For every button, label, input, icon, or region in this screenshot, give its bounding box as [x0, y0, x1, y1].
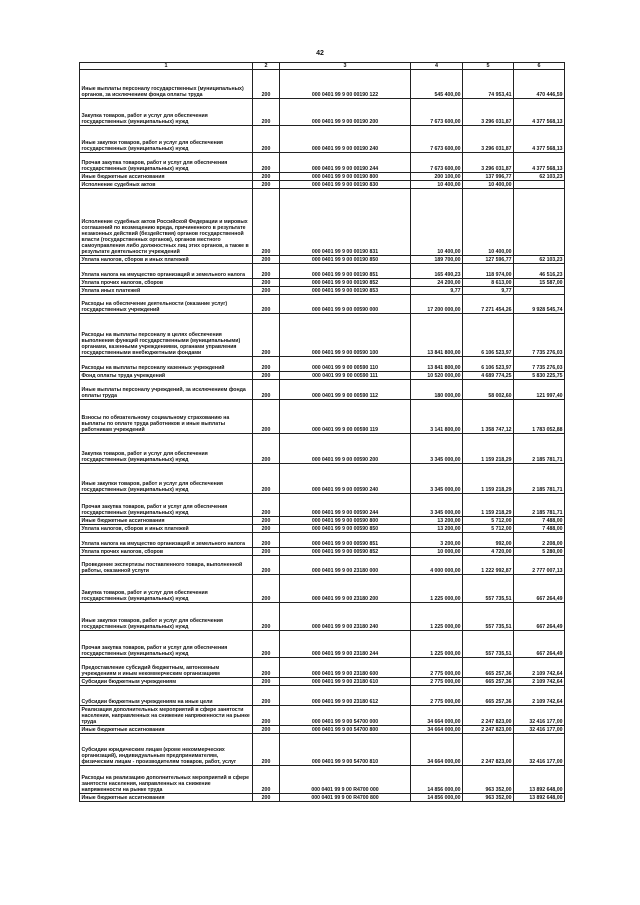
cell-executed: 1 159 218,29 [463, 494, 514, 517]
cell-name: Уплата прочих налогов, сборов [80, 548, 253, 556]
cell-unexecuted: 667 264,49 [514, 631, 565, 658]
cell-unexecuted: 4 377 568,13 [514, 153, 565, 173]
cell-name: Закупка товаров, работ и услуг для обеспечения государственных (муниципальных) нужд [80, 434, 253, 464]
table-row [80, 533, 565, 548]
table-row [80, 295, 565, 314]
cell-line-code: 200 [253, 314, 280, 357]
cell-executed: 5 712,00 [463, 525, 514, 533]
table-header-row [80, 63, 565, 70]
cell-approved: 4 000 000,00 [411, 556, 463, 575]
cell-name: Уплата налогов, сборов и иных платежей [80, 256, 253, 264]
cell-name: Предоставление субсидий бюджетным, автономным учреждениям и иным некоммерческим организациям [80, 658, 253, 678]
cell-name: Уплата прочих налогов, сборов [80, 279, 253, 287]
cell-approved: 3 200,00 [411, 533, 463, 548]
cell-budget-code: 000 0401 99 9 00 00190 800 [280, 173, 411, 181]
cell-approved: 2 775 000,00 [411, 658, 463, 678]
cell-budget-code: 000 0401 99 9 00 00190 200 [280, 99, 411, 126]
cell-name: Расходы на выплаты персоналу в целях обеспечения выполнения функций государственными (муниципальными) органами, казенными учреждениями, органами управления государственными внебюджетными фондами [80, 314, 253, 357]
cell-name: Прочая закупка товаров, работ и услуг для обеспечения государственных (муниципальных) нужд [80, 631, 253, 658]
cell-executed: 9,77 [463, 287, 514, 295]
cell-budget-code: 000 0401 99 9 00 00590 111 [280, 372, 411, 380]
cell-executed: 7 271 454,26 [463, 295, 514, 314]
cell-line-code: 200 [253, 678, 280, 686]
cell-line-code: 200 [253, 357, 280, 372]
cell-unexecuted: 4 377 568,13 [514, 99, 565, 126]
cell-unexecuted: 2 109 742,64 [514, 686, 565, 706]
cell-approved: 545 400,00 [411, 70, 463, 99]
cell-line-code: 200 [253, 575, 280, 603]
cell-line-code: 200 [253, 189, 280, 256]
cell-name: Закупка товаров, работ и услуг для обеспечения государственных (муниципальных) нужд [80, 575, 253, 603]
cell-budget-code: 000 0401 99 9 00 00590 119 [280, 400, 411, 434]
cell-budget-code: 000 0401 99 9 00 00590 851 [280, 533, 411, 548]
table-row [80, 494, 565, 517]
cell-line-code: 200 [253, 279, 280, 287]
cell-budget-code: 000 0401 99 9 00 54700 000 [280, 706, 411, 726]
cell-approved: 3 345 000,00 [411, 434, 463, 464]
cell-unexecuted: 62 103,23 [514, 256, 565, 264]
cell-approved: 13 841 800,00 [411, 314, 463, 357]
cell-executed: 992,00 [463, 533, 514, 548]
cell-name: Взносы по обязательному социальному страхованию на выплаты по оплате труда работников и иные выплаты работникам учреждений [80, 400, 253, 434]
table-row [80, 734, 565, 766]
cell-name: Реализация дополнительных мероприятий в сфере занятости населения, направленных на снижение напряженности на рынке труда [80, 706, 253, 726]
cell-name: Иные выплаты персоналу учреждений, за исключением фонда оплаты труда [80, 380, 253, 400]
table-body [80, 70, 565, 802]
cell-name: Проведение экспертизы поставленного товара, выполненной работы, оказанной услуги [80, 556, 253, 575]
cell-budget-code: 000 0401 99 9 00 00190 853 [280, 287, 411, 295]
cell-budget-code: 000 0401 99 9 00 00190 830 [280, 181, 411, 189]
cell-line-code: 200 [253, 494, 280, 517]
cell-unexecuted: 2 185 781,71 [514, 494, 565, 517]
cell-unexecuted [514, 189, 565, 256]
cell-budget-code: 000 0401 99 9 00 R4700 800 [280, 794, 411, 802]
cell-name: Закупка товаров, работ и услуг для обеспечения государственных (муниципальных) нужд [80, 99, 253, 126]
cell-name: Уплата иных платежей [80, 287, 253, 295]
cell-executed: 557 735,51 [463, 603, 514, 631]
cell-budget-code: 000 0401 99 9 00 00190 852 [280, 279, 411, 287]
cell-name: Иные бюджетные ассигнования [80, 517, 253, 525]
cell-budget-code: 000 0401 99 9 00 00590 850 [280, 525, 411, 533]
header-col-5: 5 [463, 63, 514, 70]
header-col-1: 1 [80, 63, 253, 70]
cell-line-code: 200 [253, 556, 280, 575]
cell-unexecuted: 470 446,59 [514, 70, 565, 99]
cell-executed: 3 296 031,87 [463, 99, 514, 126]
cell-budget-code: 000 0401 99 9 00 00590 100 [280, 314, 411, 357]
cell-name: Прочая закупка товаров, работ и услуг для обеспечения государственных (муниципальных) нужд [80, 494, 253, 517]
cell-executed: 3 296 031,87 [463, 126, 514, 153]
cell-approved: 200 100,00 [411, 173, 463, 181]
table-row [80, 256, 565, 264]
cell-name: Фонд оплаты труда учреждений [80, 372, 253, 380]
table-row [80, 434, 565, 464]
table-row [80, 314, 565, 357]
cell-approved: 3 141 800,00 [411, 400, 463, 434]
cell-executed: 557 735,51 [463, 631, 514, 658]
cell-budget-code: 000 0401 99 9 00 00190 851 [280, 264, 411, 279]
cell-unexecuted: 5 830 225,75 [514, 372, 565, 380]
cell-unexecuted: 2 109 742,64 [514, 678, 565, 686]
cell-unexecuted: 2 208,00 [514, 533, 565, 548]
cell-approved: 1 225 000,00 [411, 575, 463, 603]
cell-unexecuted: 13 892 648,00 [514, 794, 565, 802]
cell-line-code: 200 [253, 766, 280, 794]
table-row [80, 464, 565, 494]
cell-executed: 3 296 031,87 [463, 153, 514, 173]
cell-executed: 665 257,36 [463, 678, 514, 686]
cell-executed: 8 613,00 [463, 279, 514, 287]
cell-name: Расходы на выплаты персоналу казенных учреждений [80, 357, 253, 372]
cell-line-code: 200 [253, 533, 280, 548]
table-row [80, 264, 565, 279]
cell-budget-code: 000 0401 99 9 00 R4700 000 [280, 766, 411, 794]
cell-executed: 10 400,00 [463, 189, 514, 256]
table-row [80, 400, 565, 434]
cell-unexecuted: 2 109 742,64 [514, 658, 565, 678]
cell-name: Субсидии бюджетным учреждениям [80, 678, 253, 686]
cell-executed: 963 352,00 [463, 794, 514, 802]
cell-approved: 7 673 600,00 [411, 99, 463, 126]
cell-line-code: 200 [253, 256, 280, 264]
cell-name: Прочая закупка товаров, работ и услуг для обеспечения государственных (муниципальных) нужд [80, 153, 253, 173]
cell-approved: 180 000,00 [411, 380, 463, 400]
cell-executed: 2 247 823,00 [463, 734, 514, 766]
cell-unexecuted: 667 264,49 [514, 603, 565, 631]
cell-approved: 189 700,00 [411, 256, 463, 264]
cell-unexecuted: 32 416 177,00 [514, 734, 565, 766]
cell-executed: 6 106 523,97 [463, 357, 514, 372]
table-row [80, 287, 565, 295]
header-col-4: 4 [411, 63, 463, 70]
budget-execution-table [79, 62, 565, 802]
table-row [80, 189, 565, 256]
cell-name: Исполнение судебных актов Российской Федерации и мировых соглашений по возмещению вреда, причиненного в результате незаконных действий (бездействия) органов государственной власти (государственных органов), органов местного самоуправления либо должностных лиц этих органов, а также в результате деятельности учреждений [80, 189, 253, 256]
cell-approved: 7 673 600,00 [411, 126, 463, 153]
cell-name: Иные бюджетные ассигнования [80, 173, 253, 181]
table-row [80, 70, 565, 99]
cell-executed: 1 358 747,12 [463, 400, 514, 434]
cell-line-code: 200 [253, 548, 280, 556]
cell-approved: 24 200,00 [411, 279, 463, 287]
cell-executed: 6 106 523,97 [463, 314, 514, 357]
cell-executed: 118 974,00 [463, 264, 514, 279]
cell-unexecuted: 9 928 545,74 [514, 295, 565, 314]
table-row [80, 658, 565, 678]
cell-line-code: 200 [253, 173, 280, 181]
cell-budget-code: 000 0401 99 9 00 00190 831 [280, 189, 411, 256]
cell-approved: 1 225 000,00 [411, 631, 463, 658]
cell-approved: 10 400,00 [411, 181, 463, 189]
table-row [80, 380, 565, 400]
cell-line-code: 200 [253, 295, 280, 314]
cell-line-code: 200 [253, 525, 280, 533]
cell-line-code: 200 [253, 400, 280, 434]
cell-line-code: 200 [253, 264, 280, 279]
table-row [80, 575, 565, 603]
cell-budget-code: 000 0401 99 9 00 23180 600 [280, 658, 411, 678]
cell-unexecuted: 667 264,49 [514, 575, 565, 603]
cell-unexecuted [514, 287, 565, 295]
cell-budget-code: 000 0401 99 9 00 00590 112 [280, 380, 411, 400]
cell-budget-code: 000 0401 99 9 00 23180 000 [280, 556, 411, 575]
cell-unexecuted: 13 892 648,00 [514, 766, 565, 794]
cell-line-code: 200 [253, 631, 280, 658]
cell-line-code: 200 [253, 99, 280, 126]
cell-budget-code: 000 0401 99 9 00 23180 610 [280, 678, 411, 686]
cell-name: Уплата налогов, сборов и иных платежей [80, 525, 253, 533]
cell-unexecuted: 7 735 276,03 [514, 314, 565, 357]
cell-unexecuted: 5 280,00 [514, 548, 565, 556]
cell-approved: 13 841 800,00 [411, 357, 463, 372]
cell-approved: 2 775 000,00 [411, 686, 463, 706]
table-row [80, 556, 565, 575]
cell-approved: 13 200,00 [411, 517, 463, 525]
cell-name: Иные бюджетные ассигнования [80, 794, 253, 802]
cell-name: Уплата налога на имущество организаций и земельного налога [80, 264, 253, 279]
cell-line-code: 200 [253, 603, 280, 631]
cell-line-code: 200 [253, 734, 280, 766]
cell-budget-code: 000 0401 99 9 00 54700 800 [280, 726, 411, 734]
cell-line-code: 200 [253, 706, 280, 726]
cell-unexecuted: 32 416 177,00 [514, 706, 565, 726]
cell-unexecuted: 7 735 276,03 [514, 357, 565, 372]
cell-name: Иные закупки товаров, работ и услуг для обеспечения государственных (муниципальных) нужд [80, 603, 253, 631]
cell-executed: 74 953,41 [463, 70, 514, 99]
cell-executed: 1 222 992,87 [463, 556, 514, 575]
cell-budget-code: 000 0401 99 9 00 23180 200 [280, 575, 411, 603]
cell-line-code: 200 [253, 380, 280, 400]
cell-unexecuted: 2 777 007,13 [514, 556, 565, 575]
page-number: 42 [316, 50, 324, 57]
table-row [80, 766, 565, 794]
table-row [80, 99, 565, 126]
cell-line-code: 200 [253, 517, 280, 525]
cell-name: Иные выплаты персоналу государственных (муниципальных) органов, за исключением фонда оплаты труда [80, 70, 253, 99]
cell-executed: 58 002,60 [463, 380, 514, 400]
table-row [80, 173, 565, 181]
cell-line-code: 200 [253, 181, 280, 189]
cell-approved: 13 200,00 [411, 525, 463, 533]
cell-line-code: 200 [253, 686, 280, 706]
cell-unexecuted: 2 185 781,71 [514, 434, 565, 464]
cell-unexecuted: 4 377 568,13 [514, 126, 565, 153]
table-row [80, 631, 565, 658]
cell-executed: 4 720,00 [463, 548, 514, 556]
cell-approved: 3 345 000,00 [411, 494, 463, 517]
cell-approved: 9,77 [411, 287, 463, 295]
cell-name: Расходы на реализацию дополнительных мероприятий в сфере занятости населения, направленных на снижение напряженности на рынке труда [80, 766, 253, 794]
cell-budget-code: 000 0401 99 9 00 00190 244 [280, 153, 411, 173]
cell-budget-code: 000 0401 99 9 00 00590 000 [280, 295, 411, 314]
cell-line-code: 200 [253, 70, 280, 99]
cell-executed: 4 689 774,25 [463, 372, 514, 380]
cell-line-code: 200 [253, 372, 280, 380]
cell-executed: 5 712,00 [463, 517, 514, 525]
table-row [80, 153, 565, 173]
cell-line-code: 200 [253, 464, 280, 494]
cell-name: Иные бюджетные ассигнования [80, 726, 253, 734]
cell-unexecuted: 62 103,23 [514, 173, 565, 181]
cell-budget-code: 000 0401 99 9 00 00190 850 [280, 256, 411, 264]
table-row [80, 706, 565, 726]
cell-name: Иные закупки товаров, работ и услуг для обеспечения государственных (муниципальных) нужд [80, 126, 253, 153]
cell-unexecuted: 7 488,00 [514, 525, 565, 533]
cell-name: Иные закупки товаров, работ и услуг для обеспечения государственных (муниципальных) нужд [80, 464, 253, 494]
cell-line-code: 200 [253, 434, 280, 464]
header-col-3: 3 [280, 63, 411, 70]
table-row [80, 548, 565, 556]
table-row [80, 686, 565, 706]
cell-unexecuted: 15 587,00 [514, 279, 565, 287]
cell-budget-code: 000 0401 99 9 00 00190 240 [280, 126, 411, 153]
cell-budget-code: 000 0401 99 9 00 00590 800 [280, 517, 411, 525]
cell-executed: 10 400,00 [463, 181, 514, 189]
cell-approved: 2 775 000,00 [411, 678, 463, 686]
cell-approved: 7 673 600,00 [411, 153, 463, 173]
cell-line-code: 200 [253, 153, 280, 173]
cell-budget-code: 000 0401 99 9 00 00590 110 [280, 357, 411, 372]
cell-unexecuted: 1 783 052,88 [514, 400, 565, 434]
cell-line-code: 200 [253, 658, 280, 678]
cell-name: Расходы на обеспечение деятельности (оказание услуг) государственных учреждений [80, 295, 253, 314]
table-row [80, 794, 565, 802]
cell-approved: 10 000,00 [411, 548, 463, 556]
table-row [80, 279, 565, 287]
table-row [80, 517, 565, 525]
cell-executed: 665 257,36 [463, 658, 514, 678]
header-col-6: 6 [514, 63, 565, 70]
cell-budget-code: 000 0401 99 9 00 23180 240 [280, 603, 411, 631]
cell-unexecuted: 7 488,00 [514, 517, 565, 525]
table-row [80, 126, 565, 153]
cell-line-code: 200 [253, 794, 280, 802]
cell-name: Уплата налога на имущество организаций и земельного налога [80, 533, 253, 548]
cell-name: Исполнение судебных актов [80, 181, 253, 189]
table-row [80, 372, 565, 380]
cell-executed: 557 735,51 [463, 575, 514, 603]
cell-approved: 34 664 000,00 [411, 734, 463, 766]
cell-executed: 2 247 823,00 [463, 706, 514, 726]
cell-budget-code: 000 0401 99 9 00 00590 852 [280, 548, 411, 556]
cell-unexecuted: 32 416 177,00 [514, 726, 565, 734]
cell-executed: 665 257,36 [463, 686, 514, 706]
cell-executed: 127 596,77 [463, 256, 514, 264]
cell-unexecuted [514, 181, 565, 189]
cell-approved: 17 200 000,00 [411, 295, 463, 314]
cell-name: Субсидии бюджетным учреждениям на иные цели [80, 686, 253, 706]
cell-name: Субсидии юридическим лицам (кроме некоммерческих организаций), индивидуальным предпринимателям, физическим лицам - производителям товаров, работ, услуг [80, 734, 253, 766]
table-row [80, 181, 565, 189]
cell-approved: 14 856 000,00 [411, 794, 463, 802]
header-col-2: 2 [253, 63, 280, 70]
cell-executed: 2 247 823,00 [463, 726, 514, 734]
cell-unexecuted: 46 516,23 [514, 264, 565, 279]
cell-unexecuted: 2 185 781,71 [514, 464, 565, 494]
cell-budget-code: 000 0401 99 9 00 00590 240 [280, 464, 411, 494]
cell-line-code: 200 [253, 726, 280, 734]
table-row [80, 603, 565, 631]
cell-executed: 963 352,00 [463, 766, 514, 794]
cell-line-code: 200 [253, 287, 280, 295]
cell-approved: 3 345 000,00 [411, 464, 463, 494]
cell-budget-code: 000 0401 99 9 00 00590 244 [280, 494, 411, 517]
cell-executed: 1 159 218,29 [463, 464, 514, 494]
cell-approved: 10 520 000,00 [411, 372, 463, 380]
cell-approved: 1 225 000,00 [411, 603, 463, 631]
cell-executed: 137 996,77 [463, 173, 514, 181]
table-row [80, 357, 565, 372]
cell-budget-code: 000 0401 99 9 00 23180 612 [280, 686, 411, 706]
cell-approved: 14 856 000,00 [411, 766, 463, 794]
cell-approved: 10 400,00 [411, 189, 463, 256]
cell-unexecuted: 121 997,40 [514, 380, 565, 400]
cell-approved: 34 664 000,00 [411, 726, 463, 734]
cell-line-code: 200 [253, 126, 280, 153]
table-row [80, 525, 565, 533]
cell-budget-code: 000 0401 99 9 00 54700 810 [280, 734, 411, 766]
table-row [80, 726, 565, 734]
cell-approved: 165 490,23 [411, 264, 463, 279]
cell-approved: 34 664 000,00 [411, 706, 463, 726]
cell-executed: 1 159 218,29 [463, 434, 514, 464]
cell-budget-code: 000 0401 99 9 00 00590 200 [280, 434, 411, 464]
table-row [80, 678, 565, 686]
cell-budget-code: 000 0401 99 9 00 00190 122 [280, 70, 411, 99]
cell-budget-code: 000 0401 99 9 00 23180 244 [280, 631, 411, 658]
